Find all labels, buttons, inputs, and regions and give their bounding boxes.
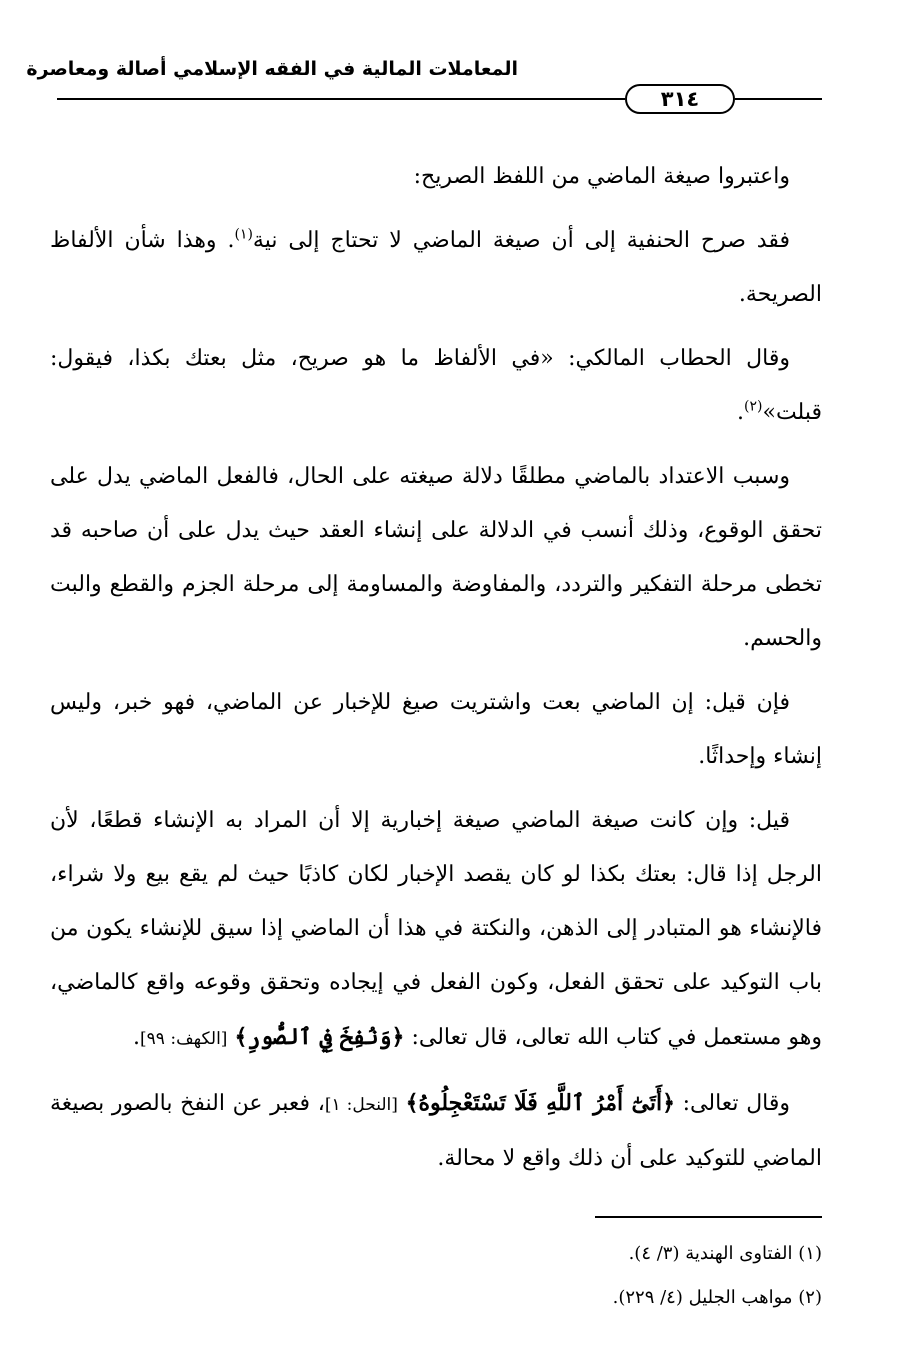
paragraph-3-text-b: . bbox=[737, 400, 745, 425]
paragraph-6 bbox=[50, 794, 822, 1066]
page-number: ٣١٤ bbox=[625, 84, 735, 114]
paragraph-6-text-a: قيل: وإن كانت صيغة الماضي صيغة إخبارية إلا أن المراد به الإنشاء قطعًا، لأن الرجل إذا قال: بعتك بكذا لو كان يقصد الإخبار لكان كاذبًا حيث لم يقع بيع ولا شراء، فالإنشاء هو المتبادر إلى الذهن، والنكتة في هذا أن الماضي إذا سيق للإنشاء يكون من باب التوكيد على تحقق الفعل، وكون الفعل في إيجاده وتحقق وقوعه واقع كالماضي، وهو مستعمل في كتاب الله تعالى، قال تعالى: bbox=[50, 808, 822, 1050]
paragraph-2-text-b: . وهذا شأن الألفاظ الصريحة. bbox=[50, 228, 822, 307]
footnote-2: (٢) مواهب الجليل (٤/ ٢٢٩). bbox=[612, 1287, 822, 1308]
paragraph-3-text-a: وقال الحطاب المالكي: «في الألفاظ ما هو صريح، مثل بعتك بكذا، فيقول: قبلت» bbox=[50, 346, 822, 425]
quran-verse-2: ﴿أَتَىٰٓ أَمْرُ ٱللَّهِ فَلَا تَسْتَعْجِلُوهُ﴾ bbox=[405, 1090, 675, 1116]
header-rule-right bbox=[735, 98, 822, 100]
header-rule bbox=[57, 98, 625, 100]
paragraph-3 bbox=[50, 332, 822, 440]
footnote-mark-2[interactable]: (٢) bbox=[744, 398, 763, 415]
footnote-1: (١) الفتاوى الهندية (٣/ ٤). bbox=[628, 1243, 822, 1264]
paragraph-2 bbox=[50, 214, 822, 322]
running-title: المعاملات المالية في الفقه الإسلامي أصالة ومعاصرة bbox=[26, 58, 518, 80]
footnote-mark-1[interactable]: (١) bbox=[234, 226, 253, 243]
verse-reference-1: [الكهف: ٩٩] bbox=[140, 1029, 228, 1049]
footnotes bbox=[322, 1232, 822, 1320]
quran-verse-1: ﴿وَنُفِخَ فِي ٱلصُّورِ﴾ bbox=[234, 1024, 405, 1050]
paragraph-6-text-b: . bbox=[133, 1025, 141, 1050]
verse-reference-2: [النحل: ١] bbox=[324, 1095, 398, 1115]
paragraph-7 bbox=[50, 1076, 822, 1186]
footnote-separator bbox=[595, 1216, 822, 1218]
main-text bbox=[50, 150, 822, 1196]
paragraph-4: وسبب الاعتداد بالماضي مطلقًا دلالة صيغته على الحال، فالفعل الماضي يدل على تحقق الوقوع، وذلك أنسب في الدلالة على إنشاء العقد حيث يدل على أن صاحبه قد تخطى مرحلة التفكير والتردد، والمفاوضة والمساومة إلى مرحلة الجزم والقطع والبت والحسم. bbox=[50, 464, 822, 651]
paragraph-5: فإن قيل: إن الماضي بعت واشتريت صيغ للإخبار عن الماضي، فهو خبر، وليس إنشاء وإحداثًا. bbox=[50, 690, 822, 769]
paragraph-2-text-a: فقد صرح الحنفية إلى أن صيغة الماضي لا تحتاج إلى نية bbox=[252, 228, 790, 253]
paragraph-1: واعتبروا صيغة الماضي من اللفظ الصريح: bbox=[413, 164, 790, 189]
paragraph-7-text-b: ، فعبر عن النفخ بالصور بصيغة الماضي للتوكيد على أن ذلك واقع لا محالة. bbox=[50, 1091, 822, 1171]
paragraph-7-text-a: وقال تعالى: bbox=[682, 1091, 791, 1116]
